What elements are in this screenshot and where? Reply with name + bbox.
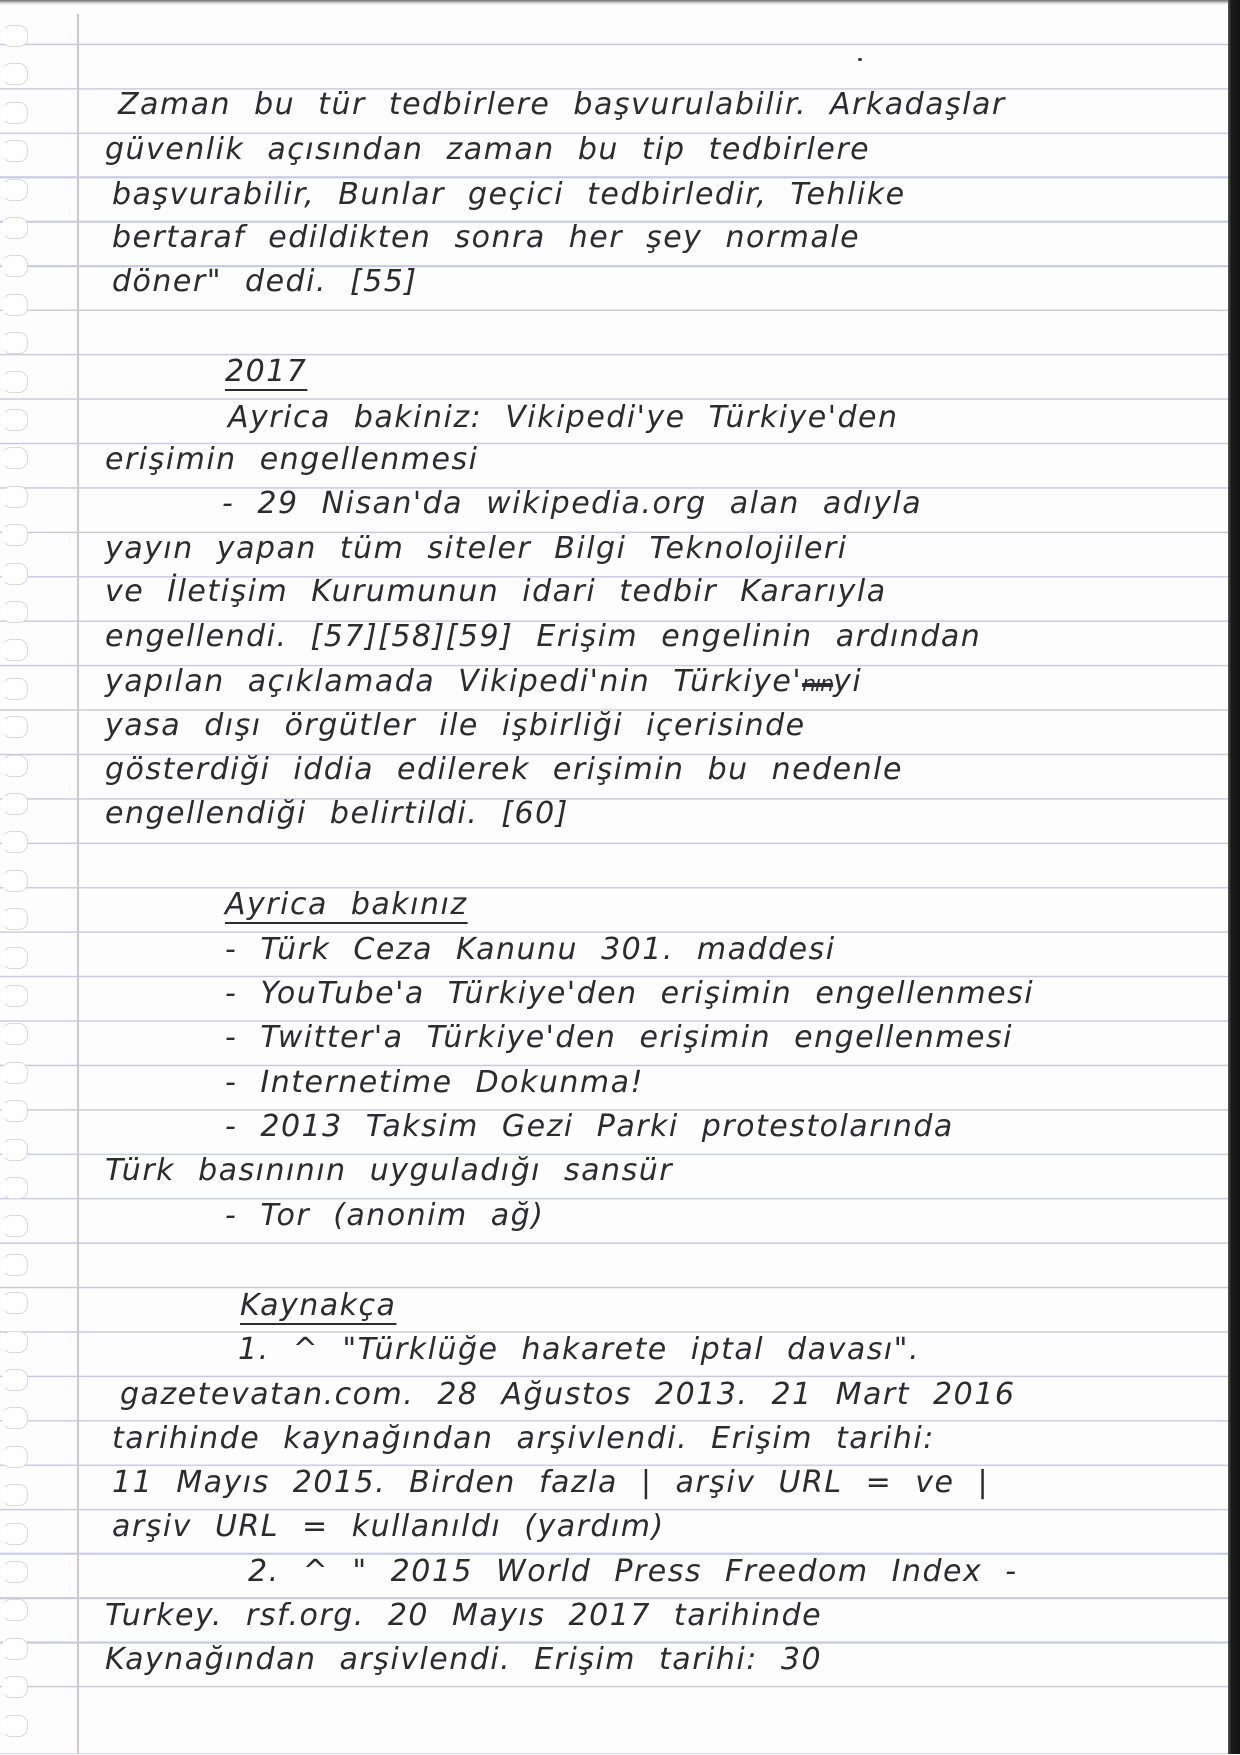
reference-line: arşiv URL = kullanıldı (yardım) xyxy=(112,1509,665,1544)
list-item-continuation: Türk basınının uyguladığı sansür xyxy=(105,1153,674,1188)
text-fragment: yi xyxy=(833,664,863,699)
text-line xyxy=(105,662,862,705)
scan-right-border xyxy=(1228,0,1240,1754)
text-line: döner" dedi. [55] xyxy=(112,264,418,299)
reference-line: 1. ^ "Türklüğe hakarete iptal davası". xyxy=(238,1332,921,1367)
text-line: başvurabilir, Bunlar geçici tedbirledir, Tehlike xyxy=(112,177,906,212)
reference-line: Turkey. rsf.org. 20 Mayıs 2017 tarihinde xyxy=(105,1598,823,1633)
text-line: yayın yapan tüm siteler Bilgi Teknolojileri xyxy=(105,531,848,566)
text-line: Ayrica bakiniz: Vikipedi'ye Türkiye'den xyxy=(228,400,899,435)
section-heading-references: Kaynakça xyxy=(240,1288,397,1323)
list-item: - 2013 Taksim Gezi Parki protestolarında xyxy=(225,1109,954,1144)
reference-line: 2. ^ " 2015 World Press Freedom Index - xyxy=(248,1554,1018,1589)
reference-line: gazetevatan.com. 28 Ağustos 2013. 21 Mart 2016 xyxy=(120,1377,1016,1412)
reference-line: 11 Mayıs 2015. Birden fazla | arşiv URL = ve | xyxy=(112,1465,990,1500)
text-line: Zaman bu tür tedbirlere başvurulabilir. Arkadaşlar xyxy=(118,87,1006,122)
list-item: - Türk Ceza Kanunu 301. maddesi xyxy=(225,932,836,967)
text-line: engellendiği belirtildi. [60] xyxy=(105,796,569,831)
list-item: - Twitter'a Türkiye'den erişimin engellenmesi xyxy=(225,1020,1013,1055)
text-fragment: yapılan açıklamada Vikipedi'nin Türkiye' xyxy=(105,664,803,699)
text-line: - 29 Nisan'da wikipedia.org alan adıyla xyxy=(222,486,923,521)
list-item: - YouTube'a Türkiye'den erişimin engellenmesi xyxy=(225,976,1035,1011)
text-line: gösterdiği iddia edilerek erişimin bu nedenle xyxy=(105,752,903,787)
text-line: ve İletişim Kurumunun idari tedbir Kararıyla xyxy=(105,574,887,609)
text-line: engellendi. [57][58][59] Erişim engelinin ardından xyxy=(105,619,982,654)
text-line: güvenlik açısından zaman bu tip tedbirlere xyxy=(105,132,871,167)
struck-out-text: nın xyxy=(802,672,834,697)
text-line: yasa dışı örgütler ile işbirliği içerisinde xyxy=(105,708,806,743)
reference-line: Kaynağından arşivlendi. Erişim tarihi: 30 xyxy=(105,1642,823,1677)
list-item: - Internetime Dokunma! xyxy=(225,1065,645,1100)
section-heading-2017: 2017 xyxy=(225,354,308,389)
section-heading-see-also: Ayrica bakınız xyxy=(225,887,468,922)
list-item: - Tor (anonim ağ) xyxy=(225,1198,545,1233)
ink-speck xyxy=(858,58,862,61)
reference-line: tarihinde kaynağından arşivlendi. Erişim tarihi: xyxy=(112,1421,935,1456)
text-line: erişimin engellenmesi xyxy=(105,442,479,477)
text-line: bertaraf edildikten sonra her şey normale xyxy=(112,220,861,255)
